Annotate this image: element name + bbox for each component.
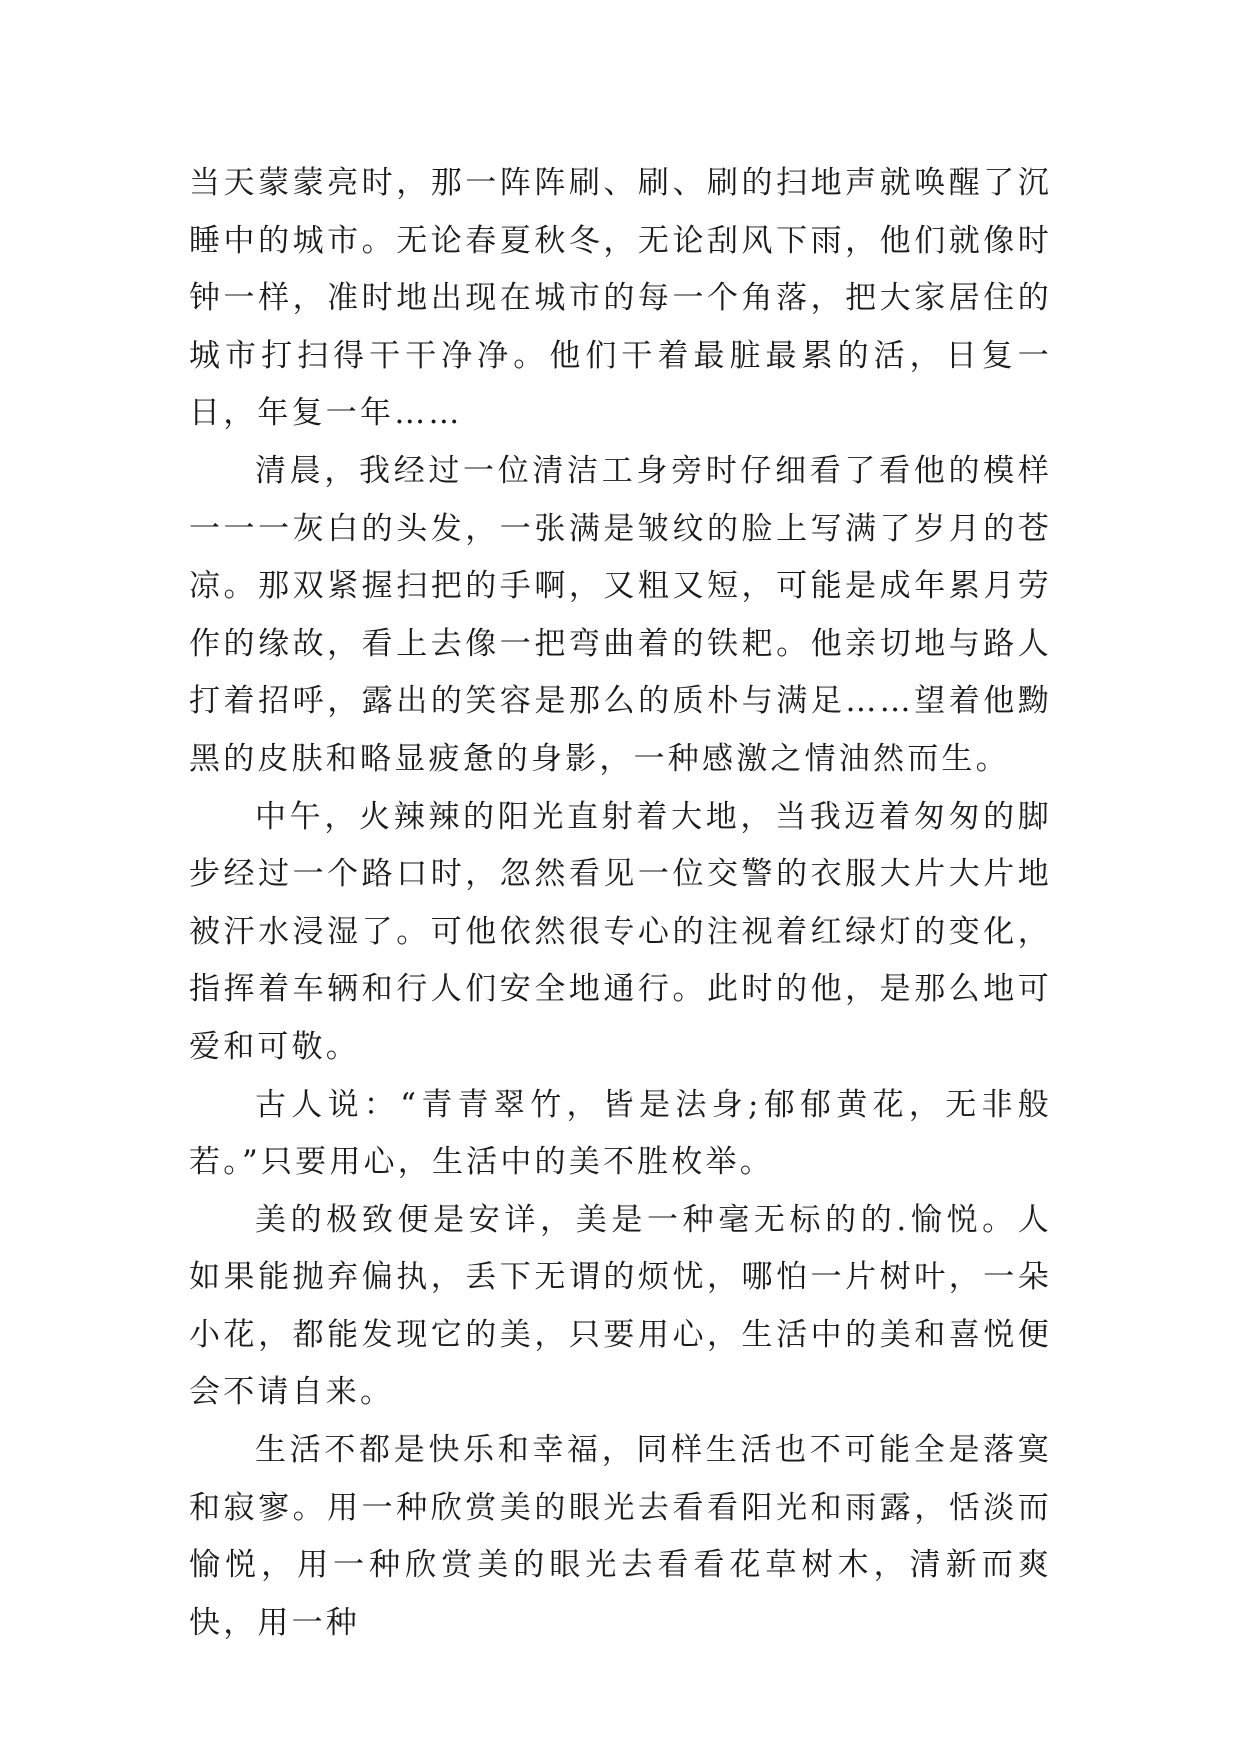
- paragraph-1: 当天蒙蒙亮时，那一阵阵刷、刷、刷的扫地声就唤醒了沉睡中的城市。无论春夏秋冬，无论刮风下雨，他们就像时钟一样，准时地出现在城市的每一个角落，把大家居住的城市打扫得干干净净。他们干着最脏最累的活，日复一日，年复一年……: [189, 165, 1052, 432]
- paragraph-4: 古人说：“青青翠竹，皆是法身;郁郁黄花，无非般若。”只要用心，生活中的美不胜枚举。: [189, 1086, 1052, 1181]
- paragraph-3: 中午，火辣辣的阳光直射着大地，当我迈着匆匆的脚步经过一个路口时，忽然看见一位交警的衣服大片大片地被汗水浸湿了。可他依然很专心的注视着红绿灯的变化，指挥着车辆和行人们安全地通行。此时的他，是那么地可爱和可敬。: [189, 798, 1052, 1065]
- paragraph-6: 生活不都是快乐和幸福，同样生活也不可能全是落寞和寂寥。用一种欣赏美的眼光去看看阳光和雨露，恬淡而愉悦，用一种欣赏美的眼光去看看花草树木，清新而爽快，用一种: [189, 1432, 1052, 1641]
- paragraph-5: 美的极致便是安详，美是一种毫无标的的.愉悦。人如果能抛弃偏执，丢下无谓的烦忧，哪怕一片树叶，一朵小花，都能发现它的美，只要用心，生活中的美和喜悦便会不请自来。: [189, 1201, 1052, 1411]
- paragraph-2: 清晨，我经过一位清洁工身旁时仔细看了看他的模样一一一灰白的头发，一张满是皱纹的脸上写满了岁月的苍凉。那双紧握扫把的手啊，又粗又短，可能是成年累月劳作的缘故，看上去像一把弯曲着的铁耙。他亲切地与路人打着招呼，露出的笑容是那么的质朴与满足……望着他黝黑的皮肤和略显疲惫的身影，一种感激之情油然而生。: [189, 452, 1052, 777]
- document-body: [189, 155, 1052, 1652]
